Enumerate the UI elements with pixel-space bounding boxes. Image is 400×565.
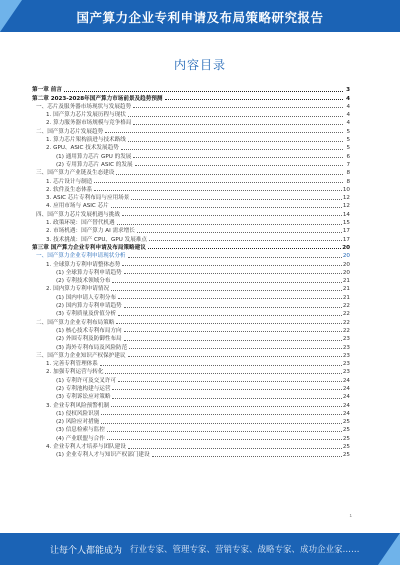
- toc-entry-page: 4: [346, 120, 350, 127]
- toc-entry[interactable]: [32, 367, 350, 375]
- toc-entry-page: 23: [342, 369, 350, 376]
- toc-leader-dots: [124, 331, 342, 332]
- toc-entry-title: 1. 国产算力芯片发展历程与现状: [46, 112, 126, 119]
- toc-entry-title: (2) 国内算力专利申请趋势: [56, 303, 122, 310]
- toc-entry-title: 一、芯片及服务器市场现状与发展趋势: [36, 103, 132, 110]
- toc-entry-title: 1. 算力芯片架构演进与技术路线: [46, 137, 126, 144]
- footer-slogan: 让每个人都能成为: [50, 546, 123, 556]
- toc-entry-page: 12: [342, 195, 350, 202]
- toc-entry-title: 第三章 国产算力企业专利申请及布局策略建议: [32, 244, 146, 251]
- toc-leader-dots: [133, 107, 343, 108]
- toc-leader-dots: [111, 290, 342, 291]
- toc-entry[interactable]: [32, 176, 350, 184]
- toc-entry[interactable]: [32, 234, 350, 242]
- toc-entry-title: (1) 企业专利人才与知识产权部门建设: [56, 452, 150, 459]
- toc-entry-title: 2. 市场机遇：国产算力 AI 需求增长: [46, 228, 135, 235]
- toc-entry-title: (2) 专利池构建与运营: [56, 385, 111, 392]
- toc-entry-title: 三、国产算力产业链及生态建设: [36, 170, 115, 177]
- toc-entry[interactable]: [32, 317, 350, 325]
- toc-entry[interactable]: [32, 85, 350, 93]
- toc-entry-title: 4. 企业专利人才培养与团队建设: [46, 444, 126, 451]
- toc-entry-page: 24: [342, 385, 350, 392]
- toc-entry-page: 22: [342, 319, 350, 326]
- toc-entry-page: 20: [342, 261, 350, 268]
- toc-entry-page: 22: [342, 303, 350, 310]
- toc-entry[interactable]: [32, 209, 350, 217]
- toc-leader-dots: [111, 207, 342, 208]
- toc-entry[interactable]: [32, 425, 350, 433]
- toc-entry-page: 4: [346, 112, 350, 119]
- toc-entry[interactable]: [32, 268, 350, 276]
- toc-leader-dots: [122, 265, 342, 266]
- toc-entry-title: (2) 外围专利及防御性布局: [56, 336, 122, 343]
- toc-leader-dots: [128, 257, 342, 258]
- toc-leader-dots: [105, 373, 341, 374]
- toc-leader-dots: [116, 323, 342, 324]
- toc-entry-page: 20: [342, 244, 350, 251]
- toc-entry-title: (1) 全球算力专利申请趋势: [56, 269, 122, 276]
- footer-accent-shape: [378, 533, 400, 565]
- toc-entry-page: 25: [342, 427, 350, 434]
- toc-entry[interactable]: [32, 110, 350, 118]
- toc-entry-page: 8: [346, 170, 350, 177]
- toc-entry-page: 23: [342, 336, 350, 343]
- toc-entry-title: (4) 产业联盟与合作: [56, 435, 105, 442]
- toc-entry-title: 二、国产算力企业专利布局策略: [36, 319, 115, 326]
- toc-entry-title: 2. 软件及生态体系: [46, 186, 93, 193]
- toc-entry[interactable]: [32, 151, 350, 159]
- toc-leader-dots: [128, 356, 342, 357]
- toc-leader-dots: [124, 307, 342, 308]
- toc-entry[interactable]: [32, 118, 350, 126]
- toc-entry-page: 23: [342, 361, 350, 368]
- toc-entry-page: 4: [346, 103, 350, 110]
- toc-entry[interactable]: [32, 193, 350, 201]
- toc-entry[interactable]: [32, 384, 350, 392]
- toc-entry-page: 5: [346, 137, 350, 144]
- report-title: 国产算力企业专利申请及布局策略研究报告: [76, 10, 324, 25]
- page-header: [0, 0, 400, 32]
- toc-entry-page: 17: [342, 228, 350, 235]
- toc-entry[interactable]: [32, 226, 350, 234]
- toc-leader-dots: [116, 174, 343, 175]
- table-of-contents: [32, 85, 350, 458]
- toc-entry[interactable]: [32, 442, 350, 450]
- toc-leader-dots: [94, 182, 343, 183]
- toc-entry-title: 四、国产算力芯片发展机遇与挑战: [36, 211, 120, 218]
- toc-leader-dots: [118, 315, 342, 316]
- toc-entry-page: 25: [342, 435, 350, 442]
- toc-entry-page: 24: [342, 394, 350, 401]
- toc-entry[interactable]: [32, 417, 350, 425]
- toc-entry-page: 21: [342, 278, 350, 285]
- toc-entry-title: 2. 算力服务器市场规模与竞争格局: [46, 120, 132, 127]
- toc-entry[interactable]: [32, 102, 350, 110]
- toc-leader-dots: [124, 273, 342, 274]
- toc-leader-dots: [94, 190, 342, 191]
- toc-entry[interactable]: [32, 375, 350, 383]
- toc-entry-page: 8: [346, 178, 350, 185]
- toc-entry-page: 5: [346, 145, 350, 152]
- toc-entry-title: 2. 国内算力专利申请情况: [46, 286, 110, 293]
- toc-entry[interactable]: [32, 400, 350, 408]
- toc-entry-title: 1. 政策环境：国产替代机遇: [46, 220, 115, 227]
- toc-entry[interactable]: [32, 276, 350, 284]
- toc-heading: 内容目录: [173, 58, 226, 72]
- toc-leader-dots: [149, 240, 342, 241]
- toc-entry-title: 3. ASIC 芯片专利布局与应用场景: [46, 195, 130, 202]
- toc-entry-title: 2. GPU、ASIC 技术发展趋势: [46, 145, 119, 152]
- toc-entry-title: (1) 专利许可及交叉许可: [56, 377, 117, 384]
- toc-leader-dots: [111, 406, 342, 407]
- toc-leader-dots: [128, 141, 343, 142]
- toc-entry-page: 4: [346, 95, 350, 102]
- toc-leader-dots: [165, 99, 343, 100]
- toc-entry[interactable]: [32, 93, 350, 101]
- toc-entry-page: 23: [342, 344, 350, 351]
- toc-leader-dots: [122, 215, 342, 216]
- toc-entry-page: 21: [342, 294, 350, 301]
- page-footer: [0, 533, 400, 565]
- toc-entry-page: 14: [342, 211, 350, 218]
- toc-entry-page: 25: [342, 444, 350, 451]
- toc-entry[interactable]: [32, 243, 350, 251]
- toc-entry[interactable]: [32, 284, 350, 292]
- toc-leader-dots: [107, 439, 342, 440]
- toc-entry-page: 3: [346, 87, 350, 94]
- toc-leader-dots: [133, 124, 343, 125]
- toc-leader-dots: [128, 116, 343, 117]
- toc-entry-page: 23: [342, 352, 350, 359]
- toc-entry[interactable]: [32, 334, 350, 342]
- toc-entry-title: (3) 专利质量及价值分析: [56, 311, 117, 318]
- toc-entry-title: (2) 专利技术领域分布: [56, 278, 111, 285]
- toc-entry-title: 1. 芯片设计与制造: [46, 178, 93, 185]
- toc-entry-page: 20: [342, 253, 350, 260]
- toc-entry-title: 3. 技术挑战：国产 CPU、GPU 发展难点: [46, 236, 147, 243]
- toc-leader-dots: [135, 165, 343, 166]
- toc-leader-dots: [131, 199, 342, 200]
- toc-entry[interactable]: [32, 168, 350, 176]
- toc-entry[interactable]: [32, 359, 350, 367]
- toc-entry[interactable]: [32, 160, 350, 168]
- toc-leader-dots: [148, 248, 341, 249]
- toc-leader-dots: [118, 298, 342, 299]
- toc-leader-dots: [129, 348, 342, 349]
- toc-entry-title: 3. 企业专利风险预警机制: [46, 402, 110, 409]
- toc-leader-dots: [133, 157, 343, 158]
- toc-leader-dots: [118, 381, 342, 382]
- page-number: 1: [349, 513, 352, 518]
- toc-entry-title: (2) 风险应对措施: [56, 419, 100, 426]
- toc-leader-dots: [117, 224, 342, 225]
- toc-entry-page: 24: [342, 402, 350, 409]
- toc-entry[interactable]: [32, 259, 350, 267]
- toc-entry[interactable]: [32, 351, 350, 359]
- toc-entry-page: 25: [342, 419, 350, 426]
- toc-entry-page: 15: [342, 220, 350, 227]
- toc-entry[interactable]: [32, 218, 350, 226]
- toc-entry-page: 21: [342, 286, 350, 293]
- toc-entry-title: 二、国产算力芯片发展趋势: [36, 128, 104, 135]
- toc-entry-title: 1. 全球算力专利申请整体态势: [46, 261, 121, 268]
- toc-entry[interactable]: [32, 292, 350, 300]
- toc-entry-title: (1) 核心技术专利布局方向: [56, 327, 122, 334]
- toc-leader-dots: [101, 414, 342, 415]
- toc-entry-title: 第二章 2023-2028年国产算力市场前景及趋势预测: [32, 95, 163, 102]
- toc-entry[interactable]: [32, 251, 350, 259]
- toc-entry-page: 5: [346, 128, 350, 135]
- toc-entry-title: 4. 应用市场与 ASIC 芯片: [46, 203, 109, 210]
- toc-leader-dots: [121, 149, 343, 150]
- toc-entry[interactable]: [32, 326, 350, 334]
- toc-entry-title: (3) 专利诉讼应对策略: [56, 394, 111, 401]
- toc-entry-title: 三、国产算力企业知识产权保护建议: [36, 352, 126, 359]
- toc-entry[interactable]: [32, 143, 350, 151]
- toc-entry-title: (3) 信息检索与监控: [56, 427, 105, 434]
- toc-leader-dots: [112, 282, 341, 283]
- toc-leader-dots: [128, 448, 342, 449]
- toc-entry-page: 24: [342, 410, 350, 417]
- toc-entry-page: 10: [342, 186, 350, 193]
- toc-entry-page: 22: [342, 311, 350, 318]
- toc-entry[interactable]: [32, 392, 350, 400]
- toc-entry-page: 20: [342, 269, 350, 276]
- toc-leader-dots: [152, 456, 342, 457]
- footer-tagline: 行业专家、管理专家、营销专家、战略专家、成功企业家……: [130, 545, 360, 555]
- toc-entry[interactable]: [32, 409, 350, 417]
- toc-entry-title: (1) 侵权风险识别: [56, 410, 100, 417]
- toc-entry-page: 17: [342, 236, 350, 243]
- toc-entry-title: 一、国产算力企业专利申请现状分析: [36, 253, 126, 260]
- toc-entry-page: 24: [342, 377, 350, 384]
- toc-entry[interactable]: [32, 126, 350, 134]
- toc-entry[interactable]: [32, 135, 350, 143]
- toc-leader-dots: [100, 365, 342, 366]
- toc-leader-dots: [137, 232, 342, 233]
- toc-entry-title: 1. 完善专利管理体系: [46, 361, 98, 368]
- toc-entry-title: (1) 通用算力芯片 GPU 的发展: [56, 153, 132, 160]
- toc-leader-dots: [101, 423, 342, 424]
- toc-leader-dots: [112, 389, 341, 390]
- toc-entry-page: 25: [342, 452, 350, 459]
- toc-leader-dots: [107, 431, 342, 432]
- toc-entry-page: 22: [342, 327, 350, 334]
- toc-entry-title: 第一章 前言: [32, 87, 62, 94]
- toc-entry[interactable]: [32, 342, 350, 350]
- toc-entry-page: 7: [346, 161, 350, 168]
- toc-entry[interactable]: [32, 450, 350, 458]
- toc-leader-dots: [105, 132, 343, 133]
- toc-entry-title: 2. 加强专利运营与转化: [46, 369, 104, 376]
- toc-entry-page: 12: [342, 203, 350, 210]
- toc-entry[interactable]: [32, 201, 350, 209]
- toc-entry[interactable]: [32, 309, 350, 317]
- toc-entry-title: (1) 国内申请人专利分布: [56, 294, 117, 301]
- toc-entry-title: (3) 海外专利布局及风险防范: [56, 344, 128, 351]
- toc-entry-page: 6: [346, 153, 350, 160]
- toc-entry[interactable]: [32, 185, 350, 193]
- toc-leader-dots: [64, 91, 343, 92]
- toc-entry[interactable]: [32, 433, 350, 441]
- toc-leader-dots: [112, 398, 341, 399]
- toc-entry[interactable]: [32, 301, 350, 309]
- toc-entry-title: (2) 专用算力芯片 ASIC 的发展: [56, 161, 133, 168]
- toc-leader-dots: [124, 340, 342, 341]
